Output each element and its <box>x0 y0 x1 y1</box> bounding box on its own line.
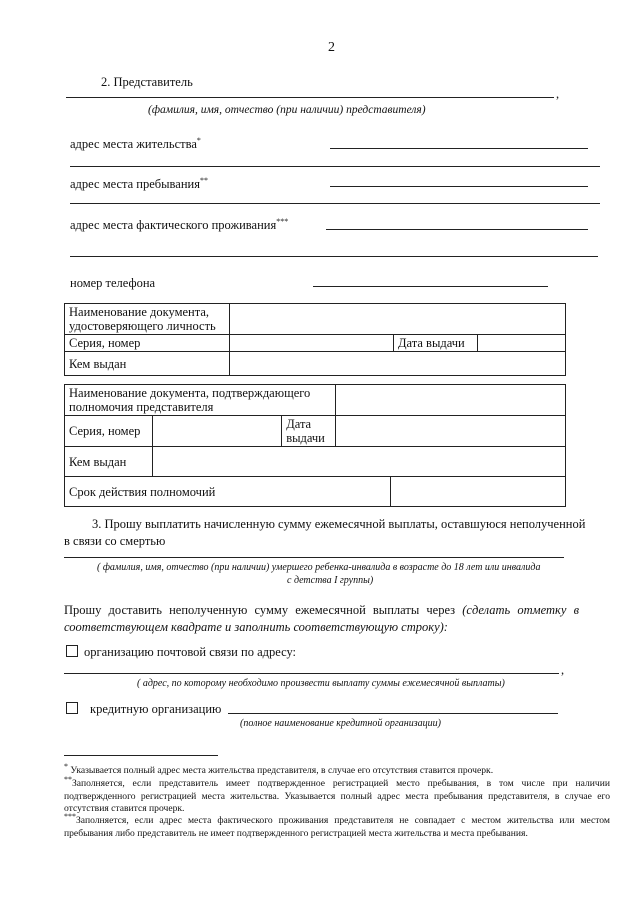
id-issued-by-field[interactable] <box>230 352 566 376</box>
representative-name-caption: (фамилия, имя, отчество (при наличии) представителя) <box>148 104 426 116</box>
representative-name-line[interactable] <box>66 97 554 98</box>
id-doc-name-label: Наименование документа, удостоверяющего личность <box>65 304 230 335</box>
post-option: организацию почтовой связи по адресу: <box>66 645 296 660</box>
phone-label: номер телефона <box>70 276 156 290</box>
footnote-2: **Заполняется, если представитель имеет подтвержденное регистрацией место пребывания, в том числе при наличии подтвержденного регистрацией места жительства. Указывается полный адрес места пребывания представителя, в случае его отсутствия ставится прочерк. <box>64 775 610 815</box>
auth-issue-date-field[interactable] <box>336 416 566 447</box>
comma: , <box>561 663 565 677</box>
residence-address-line-1[interactable] <box>330 148 588 149</box>
auth-validity-field[interactable] <box>391 477 566 507</box>
comma: , <box>556 87 560 101</box>
auth-series-label: Серия, номер <box>65 416 153 447</box>
id-issued-by-label: Кем выдан <box>65 352 230 376</box>
auth-issued-by-field[interactable] <box>153 447 566 477</box>
actual-address-line-1[interactable] <box>326 229 588 230</box>
actual-address-line-2[interactable] <box>70 256 598 257</box>
stay-address-label: адрес места пребывания** <box>70 176 208 192</box>
section3-text-line1: 3. Прошу выплатить начисленную сумму ежемесячной выплаты, оставшуюся неполученной <box>92 517 586 531</box>
deceased-name-line[interactable] <box>64 557 564 558</box>
footnote-3: ***Заполняется, если адрес места фактического проживания представителя не совпадает с местом жительства или местом пребывания либо представитель не имеет подтвержденного регистрацией места жительства и места пребывания. <box>64 812 610 839</box>
footnote-1: * Указывается полный адрес места жительства представителя, в случае его отсутствия ставится прочерк. <box>64 762 494 777</box>
auth-doc-name-label: Наименование документа, подтверждающего полномочия представителя <box>65 385 336 416</box>
auth-series-field[interactable] <box>153 416 282 447</box>
section3-text-line2: в связи со смертью <box>64 534 166 548</box>
stay-address-line-2[interactable] <box>70 203 600 204</box>
authority-document-table <box>64 384 566 507</box>
id-issue-date-label: Дата выдачи <box>394 335 478 352</box>
credit-org-line[interactable] <box>228 713 558 714</box>
id-doc-name-field[interactable] <box>230 304 566 335</box>
auth-issued-by-label: Кем выдан <box>65 447 153 477</box>
id-document-table <box>64 303 566 376</box>
credit-org-caption: (полное наименование кредитной организации) <box>240 718 441 729</box>
deceased-caption-line2: с детства I группы) <box>287 575 374 586</box>
deceased-caption-line1: ( фамилия, имя, отчество (при наличии) умершего ребенка-инвалида в возрасте до 18 лет или инвалида <box>97 562 541 573</box>
post-address-caption: ( адрес, по которому необходимо произвести выплату суммы ежемесячной выплаты) <box>137 678 505 689</box>
credit-checkbox[interactable] <box>66 702 78 714</box>
id-issue-date-field[interactable] <box>478 335 566 352</box>
post-address-line[interactable] <box>64 673 559 674</box>
auth-issue-date-label: Дата выдачи <box>282 416 336 447</box>
phone-line[interactable] <box>313 286 548 287</box>
deliver-text: Прошу доставить неполученную сумму ежемесячной выплаты через (сделать отметку в соответствующем квадрате и заполнить соответствующую строку): <box>64 603 580 634</box>
post-checkbox[interactable] <box>66 645 78 657</box>
page-number: 2 <box>328 40 335 55</box>
residence-address-line-2[interactable] <box>70 166 600 167</box>
footnote-separator <box>64 755 218 756</box>
credit-option: кредитную организацию <box>66 702 221 717</box>
stay-address-line-1[interactable] <box>330 186 588 187</box>
auth-validity-label: Срок действия полномочий <box>65 477 391 507</box>
actual-address-label: адрес места фактического проживания*** <box>70 217 289 233</box>
auth-doc-name-field[interactable] <box>336 385 566 416</box>
id-series-field[interactable] <box>230 335 394 352</box>
residence-address-label: адрес места жительства* <box>70 136 201 152</box>
section2-heading: 2. Представитель <box>101 75 193 89</box>
id-series-label: Серия, номер <box>65 335 230 352</box>
